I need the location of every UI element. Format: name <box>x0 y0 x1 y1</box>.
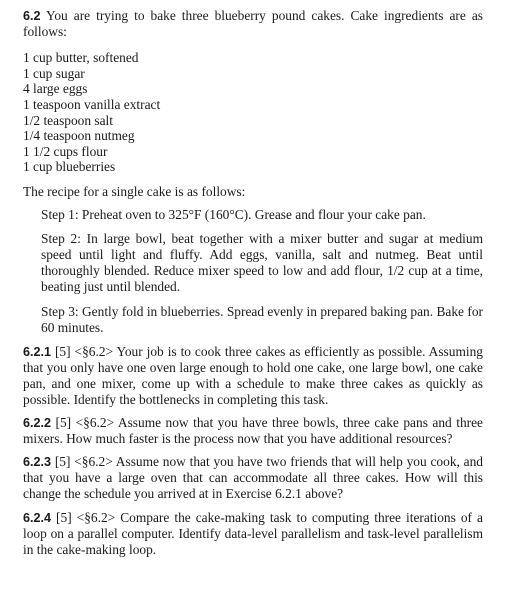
exercise-text: [5] <§6.2> Assume now that you have two friends that will help you cook, and that you have a large oven that can accommodate all three cakes. How will this change the schedule you arrived at in Exercise 6.2.1 above? <box>23 454 483 502</box>
exercise-number: 6.2.1 <box>23 344 52 359</box>
ingredient-item: 1 cup butter, softened <box>23 50 139 66</box>
ingredient-item: 1/2 teaspoon salt <box>23 112 114 128</box>
exercise-item <box>23 415 483 447</box>
exercise-item <box>23 454 483 502</box>
exercise-text: [5] <§6.2> Assume now that you have three bowls, three cake pans and three mixers. How much faster is the process now that you have additional resources? <box>23 415 483 447</box>
exercise-number: 6.2.2 <box>23 416 52 431</box>
exercise-page <box>23 8 483 558</box>
ingredient-item: 4 large eggs <box>23 81 88 97</box>
problem-intro-text: You are trying to bake three blueberry pound cakes. Cake ingredients are as follows: <box>23 8 483 40</box>
ingredient-item: 1 1/2 cups flour <box>23 143 108 159</box>
exercise-number: 6.2.4 <box>23 510 52 525</box>
exercise-text: [5] <§6.2> Compare the cake-making task to computing three iterations of a loop on a parallel computer. Identify data-level parallelism and task-level parallelism in the cake-making loop. <box>23 509 483 557</box>
exercise-item <box>23 510 483 558</box>
recipe-step: Step 3: Gently fold in blueberries. Spread evenly in prepared baking pan. Bake for 60 minutes. <box>41 303 483 335</box>
ingredient-item: 1 teaspoon vanilla extract <box>23 96 161 112</box>
recipe-step: Step 2: In large bowl, beat together with a mixer butter and sugar at medium speed until light and fluffy. Add eggs, vanilla, salt and nutmeg. Beat until thoroughly blended. Reduce mixer speed to low and add flour, 1/2 cup at a time, beating just until blended. <box>41 231 483 295</box>
problem-intro <box>23 8 483 40</box>
exercise-item <box>23 344 483 408</box>
recipe-step: Step 1: Preheat oven to 325°F (160°C). Grease and flour your cake pan. <box>41 207 426 223</box>
ingredient-list <box>23 50 483 175</box>
exercise-text: [5] <§6.2> Your job is to cook three cakes as efficiently as possible. Assuming that you only have one oven large enough to hold one cake, one large bowl, one cake pan, and one mixer, come up with a schedule to make three cakes as quickly as possible. Identify the bottlenecks in completing this task. <box>23 343 483 407</box>
ingredient-item: 1 cup blueberries <box>23 159 116 175</box>
ingredient-item: 1/4 teaspoon nutmeg <box>23 128 135 144</box>
recipe-lead: The recipe for a single cake is as follows: <box>23 183 246 199</box>
ingredient-item: 1 cup sugar <box>23 65 85 81</box>
problem-number: 6.2 <box>23 9 41 23</box>
exercise-number: 6.2.3 <box>23 455 52 470</box>
